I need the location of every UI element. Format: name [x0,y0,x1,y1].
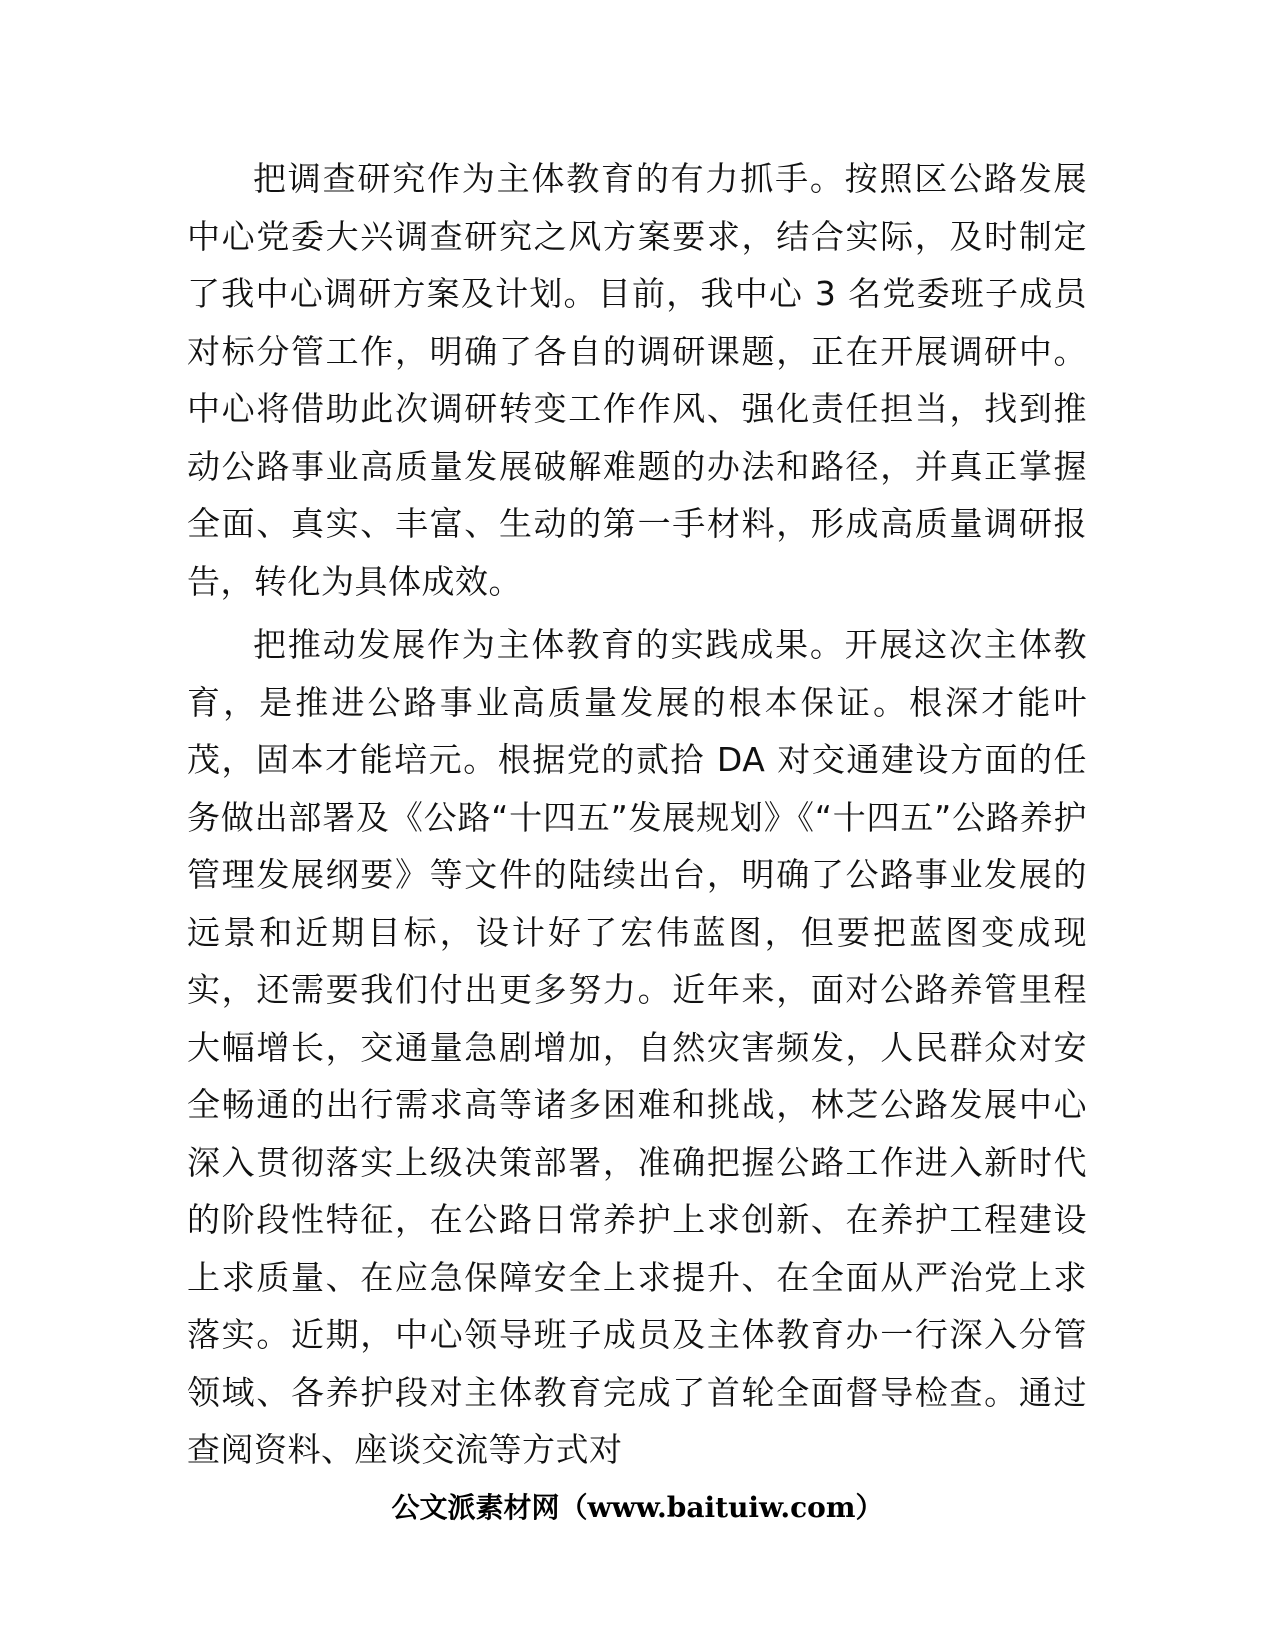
paragraph-development: 把推动发展作为主体教育的实践成果。开展这次主体教育，是推进公路事业高质量发展的根本保证。根深才能叶茂，固本才能培元。根据党的贰拾 DA 对交通建设方面的任务做出部署及《公路“十四五”发展规划》《“十四五”公路养护管理发展纲要》等文件的陆续出台，明确了公路事业发展的远景和近期目标，设计好了宏伟蓝图，但要把蓝图变成现实，还需要我们付出更多努力。近年来，面对公路养管里程大幅增长，交通量急剧增加，自然灾害频发，人民群众对安全畅通的出行需求高等诸多困难和挑战，林芝公路发展中心深入贯彻落实上级决策部署，准确把握公路工作进入新时代的阶段性特征，在公路日常养护上求创新、在养护工程建设上求质量、在应急保障安全上求提升、在全面从严治党上求落实。近期，中心领导班子成员及主体教育办一行深入分管领域、各养护段对主体教育完成了首轮全面督导检查。通过查阅资料、座谈交流等方式对 [187,625,1087,1469]
paragraph-research: 把调查研究作为主体教育的有力抓手。按照区公路发展中心党委大兴调查研究之风方案要求，结合实际，及时制定了我中心调研方案及计划。目前，我中心 3 名党委班子成员对标分管工作，明确了各自的调研课题，正在开展调研中。中心将借助此次调研转变工作作风、强化责任担当，找到推动公路事业高质量发展破解难题的办法和路径，并真正掌握全面、真实、丰富、生动的第一手材料，形成高质量调研报告，转化为具体成效。 [187,159,1087,601]
document-body [187,150,1087,1485]
footer-watermark: 公文派素材网（www.baituiw.com） [391,1491,884,1524]
